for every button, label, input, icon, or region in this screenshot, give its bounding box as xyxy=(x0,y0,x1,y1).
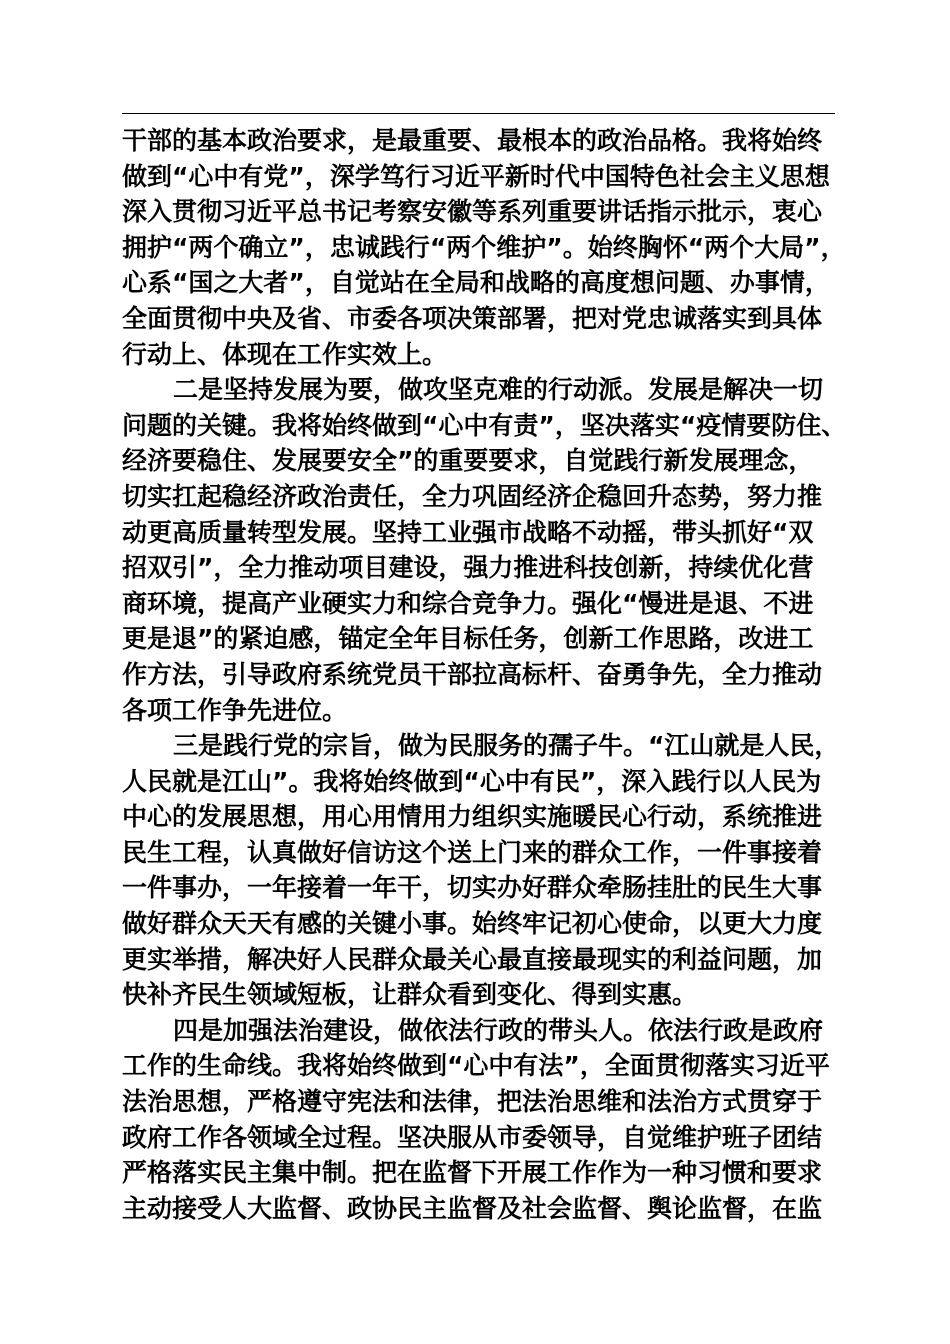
paragraph-start-2: 二是坚持发展为要，做攻坚克难的行动派。发展是解决一切 xyxy=(173,375,824,405)
text-line: 动更高质量转型发展。坚持工业强市战略不动摇，带头抓好“双 xyxy=(122,517,814,547)
header-rule xyxy=(122,113,835,114)
body-text xyxy=(122,123,862,1226)
text-line: 更是退”的紧迫感，锚定全年目标任务，创新工作思路，改进工 xyxy=(122,624,814,654)
text-line: 工作的生命线。我将始终做到“心中有法”，全面贯彻落实习近平 xyxy=(122,1051,830,1081)
text-line: 行动上、体现在工作实效上。 xyxy=(122,339,448,369)
text-line: 严格落实民主集中制。把在监督下开展工作作为一种习惯和要求 xyxy=(122,1158,823,1188)
text-line: 更实举措，解决好人民群众最关心最直接最现实的利益问题，加 xyxy=(122,944,823,974)
text-line: 快补齐民生领域短板，让群众看到变化、得到实惠。 xyxy=(122,980,698,1010)
text-line: 一件事办，一年接着一年干，切实办好群众牵肠挂肚的民生大事 xyxy=(122,873,823,903)
text-line: 全面贯彻中央及省、市委各项决策部署，把对党忠诚落实到具体 xyxy=(122,303,823,333)
paragraph-start-4: 四是加强法治建设，做依法行政的带头人。依法行政是政府 xyxy=(173,1015,824,1045)
text-line: 商环境，提高产业硬实力和综合竞争力。强化“慢进是退、不进 xyxy=(122,588,814,618)
text-line: 经济要稳住、发展要安全”的重要要求，自觉践行新发展理念， xyxy=(122,446,814,476)
text-line: 各项工作争先进位。 xyxy=(122,695,348,725)
text-line: 政府工作各领域全过程。坚决服从市委领导，自觉维护班子团结 xyxy=(122,1122,823,1152)
text-line: 切实扛起稳经济政治责任，全力巩固经济企稳回升态势，努力推 xyxy=(122,481,823,511)
text-line: 做好群众天天有感的关键小事。始终牢记初心使命，以更大力度 xyxy=(122,909,823,939)
text-line: 招双引”，全力推动项目建设，强力推进科技创新，持续优化营 xyxy=(122,553,814,583)
paragraph-start-3: 三是践行党的宗旨，做为民服务的孺子牛。“江山就是人民， xyxy=(173,731,840,761)
text-line: 问题的关键。我将始终做到“心中有责”，坚决落实“疫情要防住、 xyxy=(122,410,847,440)
text-line: 主动接受人大监督、政协民主监督及社会监督、舆论监督，在监 xyxy=(122,1193,823,1223)
text-line: 民生工程，认真做好信访这个送上门来的群众工作，一件事接着 xyxy=(122,837,823,867)
text-line: 深入贯彻习近平总书记考察安徽等系列重要讲话指示批示，衷心 xyxy=(122,197,823,227)
text-line: 心系“国之大者”，自觉站在全局和战略的高度想问题、办事情， xyxy=(122,268,830,298)
text-line: 人民就是江山”。我将始终做到“心中有民”，深入践行以人民为 xyxy=(122,766,822,796)
text-line: 中心的发展思想，用心用情用力组织实施暖民心行动，系统推进 xyxy=(122,802,823,832)
text-line: 法治思想，严格遵守宪法和法律，把法治思维和法治方式贯穿于 xyxy=(122,1087,823,1117)
text-line: 作方法，引导政府系统党员干部拉高标杆、奋勇争先，全力推动 xyxy=(122,659,823,689)
text-line: 干部的基本政治要求，是最重要、最根本的政治品格。我将始终 xyxy=(122,126,823,155)
text-line: 拥护“两个确立”，忠诚践行“两个维护”。始终胸怀“两个大局”， xyxy=(122,232,846,262)
text-line: 做到“心中有党”，深学笃行习近平新时代中国特色社会主义思想 xyxy=(122,161,830,191)
